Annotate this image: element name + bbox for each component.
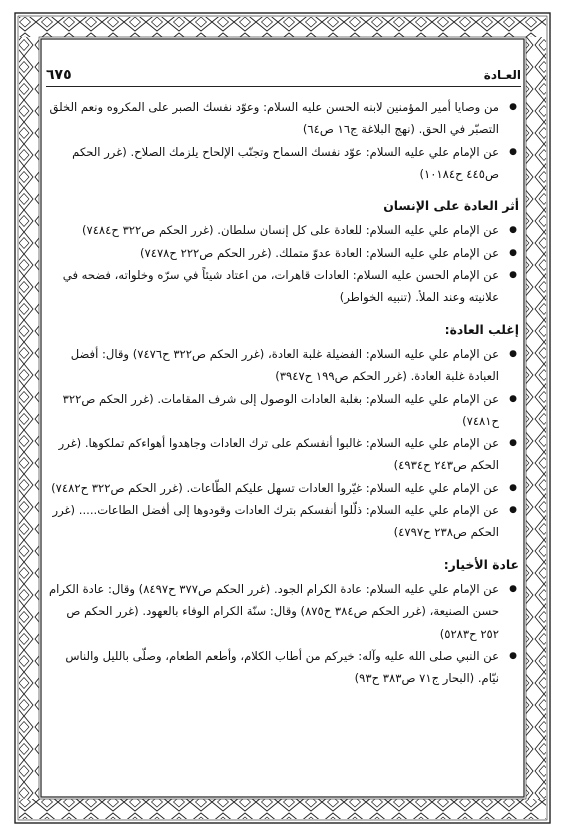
- hadith-item: ● عن النبي صلى الله عليه وآله: خيركم من أطاب الكلام، وأطعم الطعام، وصلّى بالليل والناس نيّام. (البحار ج٧١ ص٣٨٣ ح٩٣): [48, 645, 519, 690]
- section-heading: إغلب العادة:: [444, 321, 519, 337]
- hadith-item: ● من وصايا أمير المؤمنين لابنه الحسن عليه السلام: وعوّد نفسك الصبر على المكروه ونعم الخلق التصبّر في الحق. (نهج البلاغة ج١٦ ص٦٤): [48, 96, 519, 141]
- hadith-item: ● عن الإمام علي عليه السلام: للعادة على كل إنسان سلطان. (غرر الحكم ص٣٢٢ ح٧٤٨٤): [48, 219, 519, 241]
- hadith-item: ● عن الإمام علي عليه السلام: الفضيلة غلبة العادة، (غرر الحكم ص٣٢٢ ح٧٤٧٦) وقال: أفضل العبادة غلبة العادة. (غرر الحكم ص١٩٩ ح٣٩٤٧): [48, 343, 519, 388]
- section-heading: أثر العادة على الإنسان: [383, 198, 519, 214]
- section-heading: عادة الأخيار:: [443, 556, 519, 572]
- hadith-item: ● عن الإمام علي عليه السلام: عوّد نفسك السماح وتجنّب الإلحاح يلزمك الصلاح. (غرر الحكم ص٤٤٥ ح١٠١٨٤): [48, 141, 519, 186]
- hadith-item: ● عن الإمام الحسن عليه السلام: العادات قاهرات، من اعتاد شيئاً في سرّه وخلواته، فضحه في علانيته وعند الملأ. (تنبيه الخواطر): [48, 264, 519, 309]
- hadith-item: ● عن الإمام علي عليه السلام: بغلبة العادات الوصول إلى شرف المقامات. (غرر الحكم ص٣٢٢ ح٧٤٨١): [48, 388, 519, 433]
- hadith-item: ● عن الإمام علي عليه السلام: غالبوا أنفسكم على ترك العادات وجاهدوا أهواءكم تملكوها. (غرر الحكم ص٢٤٣ ح٤٩٣٤): [48, 432, 519, 477]
- page-number: ٦٧٥: [46, 67, 72, 83]
- page-body: [48, 96, 519, 798]
- hadith-item: ● عن الإمام علي عليه السلام: عادة الكرام الجود. (غرر الحكم ص٣٧٧ ح٨٤٩٧) وقال: عادة الكرام حسن الصنيعة، (غرر الحكم ص٣٨٤ ح٨٧٥) وقال: سنّة الكرام الوفاء بالعهود. (غرر الحكم ص ٢٥٢ ح٥٢٨٣): [48, 578, 519, 645]
- running-title: العـادة: [483, 68, 521, 82]
- section-list: [48, 343, 519, 544]
- section-list: [48, 578, 519, 689]
- hadith-item: ● عن الإمام علي عليه السلام: العادة عدوّ متملك. (غرر الحكم ص٢٢٢ ح٧٤٧٨): [48, 242, 519, 264]
- section-list: [48, 219, 519, 308]
- hadith-item: ● عن الإمام علي عليه السلام: ذلّلوا أنفسكم بترك العادات وقودوها إلى أفضل الطاعات..... (غرر الحكم ص٢٣٨ ح٤٧٩٧): [48, 499, 519, 544]
- hadith-item: ● عن الإمام علي عليه السلام: غيّروا العادات تسهل عليكم الطّاعات. (غرر الحكم ص٣٢٢ ح٧٤٨٢): [48, 477, 519, 499]
- page-header: [46, 62, 521, 87]
- intro-list: [48, 96, 519, 185]
